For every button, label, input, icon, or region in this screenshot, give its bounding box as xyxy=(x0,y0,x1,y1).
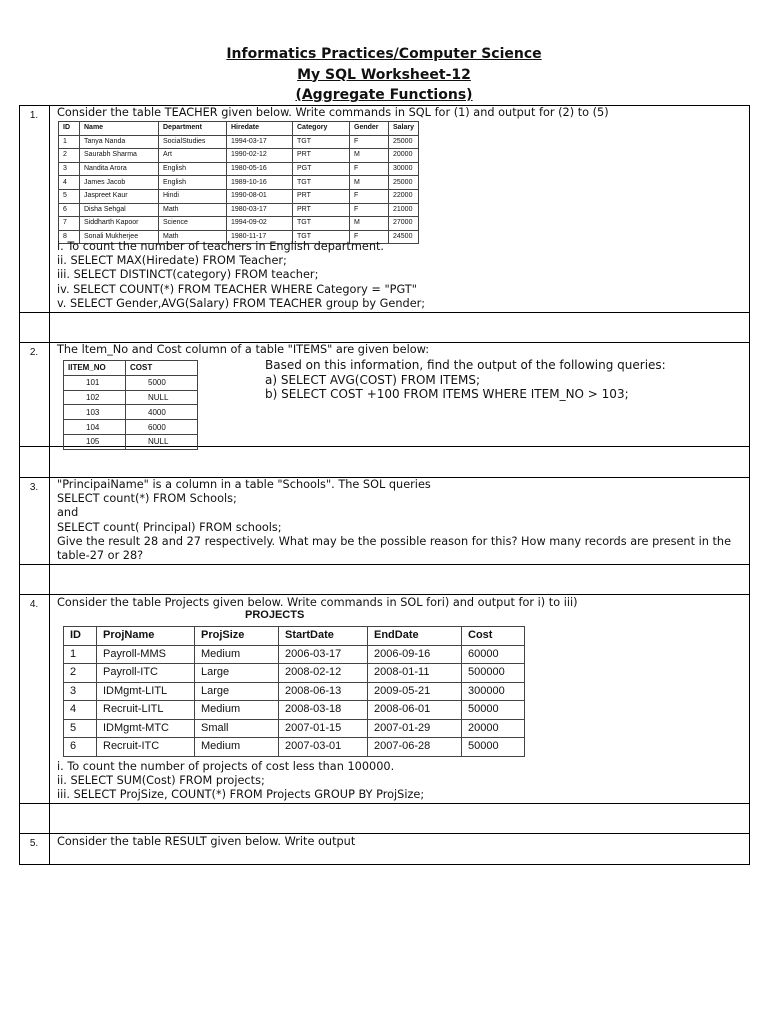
table-cell: 103 xyxy=(64,405,126,420)
table-cell: F xyxy=(350,230,389,244)
table-cell: Math xyxy=(159,230,227,244)
table-cell: 1980-03-17 xyxy=(227,203,293,217)
table-cell: 1990-08-01 xyxy=(227,189,293,203)
table-cell: TGT xyxy=(293,230,350,244)
table-cell: 25000 xyxy=(389,176,419,190)
question-item: i. To count the number of projects of cost less than 100000. xyxy=(57,760,395,773)
table-cell: TGT xyxy=(293,217,350,231)
table-cell: Medium xyxy=(195,701,279,720)
table-cell: 6000 xyxy=(126,420,198,435)
table-header-cell: ID xyxy=(64,627,97,646)
table-header-cell: ID xyxy=(59,122,80,136)
table-cell: PRT xyxy=(293,189,350,203)
table-cell: 3 xyxy=(59,162,80,176)
table-cell: 25000 xyxy=(389,135,419,149)
table-cell: 104 xyxy=(64,420,126,435)
table-cell: 2009-05-21 xyxy=(368,682,462,701)
table-cell: 4 xyxy=(64,701,97,720)
table-cell: 50000 xyxy=(462,701,525,720)
subject-title: Informatics Practices/Computer Science xyxy=(226,46,542,62)
table-header-cell: Salary xyxy=(389,122,419,136)
table-row xyxy=(59,189,419,203)
question-item: v. SELECT Gender,AVG(Salary) FROM TEACHER group by Gender; xyxy=(57,296,426,310)
table-cell: Nandita Arora xyxy=(80,162,159,176)
question-2-intro: The ltem_No and Cost column of a table "ITEMS" are given below: xyxy=(57,343,430,356)
table-cell: 5000 xyxy=(126,375,198,390)
table-header-cell: Department xyxy=(159,122,227,136)
question-line: SELECT count(*) FROM Schools; xyxy=(57,492,237,506)
table-cell: F xyxy=(350,135,389,149)
table-cell: English xyxy=(159,176,227,190)
table-header-cell: ProjName xyxy=(97,627,195,646)
table-cell: 6 xyxy=(64,738,97,757)
table-cell: Jaspreet Kaur xyxy=(80,189,159,203)
table-header-cell: Hiredate xyxy=(227,122,293,136)
table-cell: Payroll-ITC xyxy=(97,664,195,683)
table-cell: 5 xyxy=(59,189,80,203)
table-cell: TGT xyxy=(293,135,350,149)
table-header-cell: ProjSize xyxy=(195,627,279,646)
topic-title: (Aggregate Functions) xyxy=(295,87,473,103)
table-row xyxy=(59,217,419,231)
table-cell: Large xyxy=(195,664,279,683)
table-cell: 20000 xyxy=(389,149,419,163)
table-cell: 2006-09-16 xyxy=(368,645,462,664)
table-cell: Payroll-MMS xyxy=(97,645,195,664)
table-cell: 2007-01-15 xyxy=(279,719,368,738)
table-cell: 2008-01-11 xyxy=(368,664,462,683)
table-cell: 50000 xyxy=(462,738,525,757)
question-item: iii. SELECT DISTINCT(category) FROM teacher; xyxy=(57,268,319,282)
question-4-items xyxy=(57,760,424,803)
table-cell: 1 xyxy=(64,645,97,664)
table-cell: 4000 xyxy=(126,405,198,420)
question-number: 2. xyxy=(29,347,39,358)
table-row xyxy=(59,203,419,217)
table-row xyxy=(59,176,419,190)
table-cell: M xyxy=(350,217,389,231)
table-cell: 60000 xyxy=(462,645,525,664)
table-cell: Recruit-LITL xyxy=(97,701,195,720)
table-cell: 3 xyxy=(64,682,97,701)
table-cell: M xyxy=(350,149,389,163)
table-cell: IDMgmt-MTC xyxy=(97,719,195,738)
table-cell: 101 xyxy=(64,375,126,390)
table-header-cell: Category xyxy=(293,122,350,136)
table-cell: 1990-02-12 xyxy=(227,149,293,163)
question-5-intro: Consider the table RESULT given below. Write output xyxy=(57,835,356,848)
question-item: ii. SELECT SUM(Cost) FROM projects; xyxy=(57,774,265,788)
question-item: i. To count the number of teachers in English department. xyxy=(57,240,384,253)
table-cell: PRT xyxy=(293,203,350,217)
table-cell: 2006-03-17 xyxy=(279,645,368,664)
table-header-cell: Cost xyxy=(462,627,525,646)
row-divider xyxy=(19,803,750,804)
projects-table-caption: PROJECTS xyxy=(245,609,305,621)
table-cell: Sonali Mukherjee xyxy=(80,230,159,244)
question-line: "PrincipaiName" is a column in a table "Schools". The SOL queries xyxy=(57,478,431,491)
row-divider xyxy=(19,312,750,313)
worksheet-header xyxy=(0,44,768,106)
table-cell: F xyxy=(350,162,389,176)
table-cell: 2008-06-01 xyxy=(368,701,462,720)
question-4-intro: Consider the table Projects given below. Write commands in SOL fori) and output for i) to iii) xyxy=(57,596,578,609)
table-cell: 22000 xyxy=(389,189,419,203)
table-cell: 30000 xyxy=(389,162,419,176)
row-divider xyxy=(19,833,750,834)
table-cell: TGT xyxy=(293,176,350,190)
table-row xyxy=(64,682,525,701)
table-cell: Large xyxy=(195,682,279,701)
table-cell: 2 xyxy=(64,664,97,683)
table-cell: Science xyxy=(159,217,227,231)
table-cell: Disha Sehgal xyxy=(80,203,159,217)
table-cell: 7 xyxy=(59,217,80,231)
table-row xyxy=(59,149,419,163)
table-cell: 2008-02-12 xyxy=(279,664,368,683)
question-number: 4. xyxy=(29,599,39,610)
table-header-cell: Name xyxy=(80,122,159,136)
table-row xyxy=(64,390,198,405)
projects-table xyxy=(63,626,525,757)
table-cell: 2007-01-29 xyxy=(368,719,462,738)
table-header-cell: StartDate xyxy=(279,627,368,646)
table-row xyxy=(64,719,525,738)
question-item: Based on this information, find the output of the following queries: xyxy=(265,358,666,372)
row-divider xyxy=(19,564,750,565)
question-2-queries xyxy=(265,358,666,402)
question-number: 5. xyxy=(29,838,39,849)
teacher-table xyxy=(58,121,419,244)
table-cell: PGT xyxy=(293,162,350,176)
table-cell: James Jacob xyxy=(80,176,159,190)
table-cell: Saurabh Sharma xyxy=(80,149,159,163)
table-cell: Tanya Nanda xyxy=(80,135,159,149)
question-3-text xyxy=(57,478,745,563)
table-header-cell: EndDate xyxy=(368,627,462,646)
items-table xyxy=(63,360,198,450)
row-divider xyxy=(19,594,750,595)
question-item: iii. SELECT ProjSize, COUNT(*) FROM Projects GROUP BY ProjSize; xyxy=(57,788,425,802)
table-header-cell: IITEM_NO xyxy=(64,361,126,376)
table-row xyxy=(64,405,198,420)
table-cell: F xyxy=(350,203,389,217)
table-cell: 500000 xyxy=(462,664,525,683)
table-cell: M xyxy=(350,176,389,190)
question-item: a) SELECT AVG(COST) FROM ITEMS; xyxy=(265,372,481,387)
question-item: iv. SELECT COUNT(*) FROM TEACHER WHERE Category = "PGT" xyxy=(57,282,417,296)
question-item: b) SELECT COST +100 FROM ITEMS WHERE ITEM_NO > 103; xyxy=(265,387,629,401)
table-cell: Small xyxy=(195,719,279,738)
table-cell: IDMgmt-LITL xyxy=(97,682,195,701)
table-cell: 105 xyxy=(64,434,126,449)
table-cell: 5 xyxy=(64,719,97,738)
table-cell: 1980-11-17 xyxy=(227,230,293,244)
table-cell: Hindi xyxy=(159,189,227,203)
table-row xyxy=(59,162,419,176)
table-row xyxy=(64,375,198,390)
question-1-items xyxy=(57,240,425,311)
question-line: and xyxy=(57,506,79,520)
table-header-cell: COST xyxy=(126,361,198,376)
table-cell: 4 xyxy=(59,176,80,190)
table-cell: 1980-05-16 xyxy=(227,162,293,176)
number-column-divider xyxy=(49,105,50,865)
table-row xyxy=(64,434,198,449)
table-cell: 1994-09-02 xyxy=(227,217,293,231)
table-row xyxy=(64,645,525,664)
question-line: Give the result 28 and 27 respectively. What may be the possible reason for this? How many records are present in the table-27 or 28? xyxy=(57,534,732,563)
table-cell: Siddharth Kapoor xyxy=(80,217,159,231)
table-cell: 1989-10-16 xyxy=(227,176,293,190)
table-cell: Medium xyxy=(195,645,279,664)
table-cell: English xyxy=(159,162,227,176)
question-item: ii. SELECT MAX(Hiredate) FROM Teacher; xyxy=(57,254,287,268)
table-cell: Math xyxy=(159,203,227,217)
table-cell: 1 xyxy=(59,135,80,149)
table-cell: 27000 xyxy=(389,217,419,231)
table-cell: 300000 xyxy=(462,682,525,701)
table-cell: 2008-03-18 xyxy=(279,701,368,720)
question-1-intro: Consider the table TEACHER given below. Write commands in SQL for (1) and output for (2) to (5) xyxy=(57,106,609,119)
table-cell: 102 xyxy=(64,390,126,405)
table-cell: 20000 xyxy=(462,719,525,738)
table-cell: 21000 xyxy=(389,203,419,217)
table-header-cell: Gender xyxy=(350,122,389,136)
table-cell: F xyxy=(350,189,389,203)
table-cell: 2 xyxy=(59,149,80,163)
table-cell: 8 xyxy=(59,230,80,244)
table-cell: 2008-06-13 xyxy=(279,682,368,701)
table-cell: 1994-03-17 xyxy=(227,135,293,149)
table-row xyxy=(59,135,419,149)
table-cell: Art xyxy=(159,149,227,163)
question-number: 3. xyxy=(29,482,39,493)
table-row xyxy=(64,738,525,757)
table-row xyxy=(64,420,198,435)
table-cell: Medium xyxy=(195,738,279,757)
table-cell: SocialStudies xyxy=(159,135,227,149)
question-number: 1. xyxy=(29,110,39,121)
worksheet-title: My SQL Worksheet-12 xyxy=(297,66,471,83)
table-cell: NULL xyxy=(126,434,198,449)
question-line: SELECT count( Principal) FROM schools; xyxy=(57,520,282,534)
table-cell: PRT xyxy=(293,149,350,163)
table-cell: 2007-03-01 xyxy=(279,738,368,757)
table-cell: 24500 xyxy=(389,230,419,244)
table-cell: Recruit-ITC xyxy=(97,738,195,757)
table-row xyxy=(64,664,525,683)
table-cell: NULL xyxy=(126,390,198,405)
table-cell: 6 xyxy=(59,203,80,217)
table-row xyxy=(64,701,525,720)
table-cell: 2007-06-28 xyxy=(368,738,462,757)
